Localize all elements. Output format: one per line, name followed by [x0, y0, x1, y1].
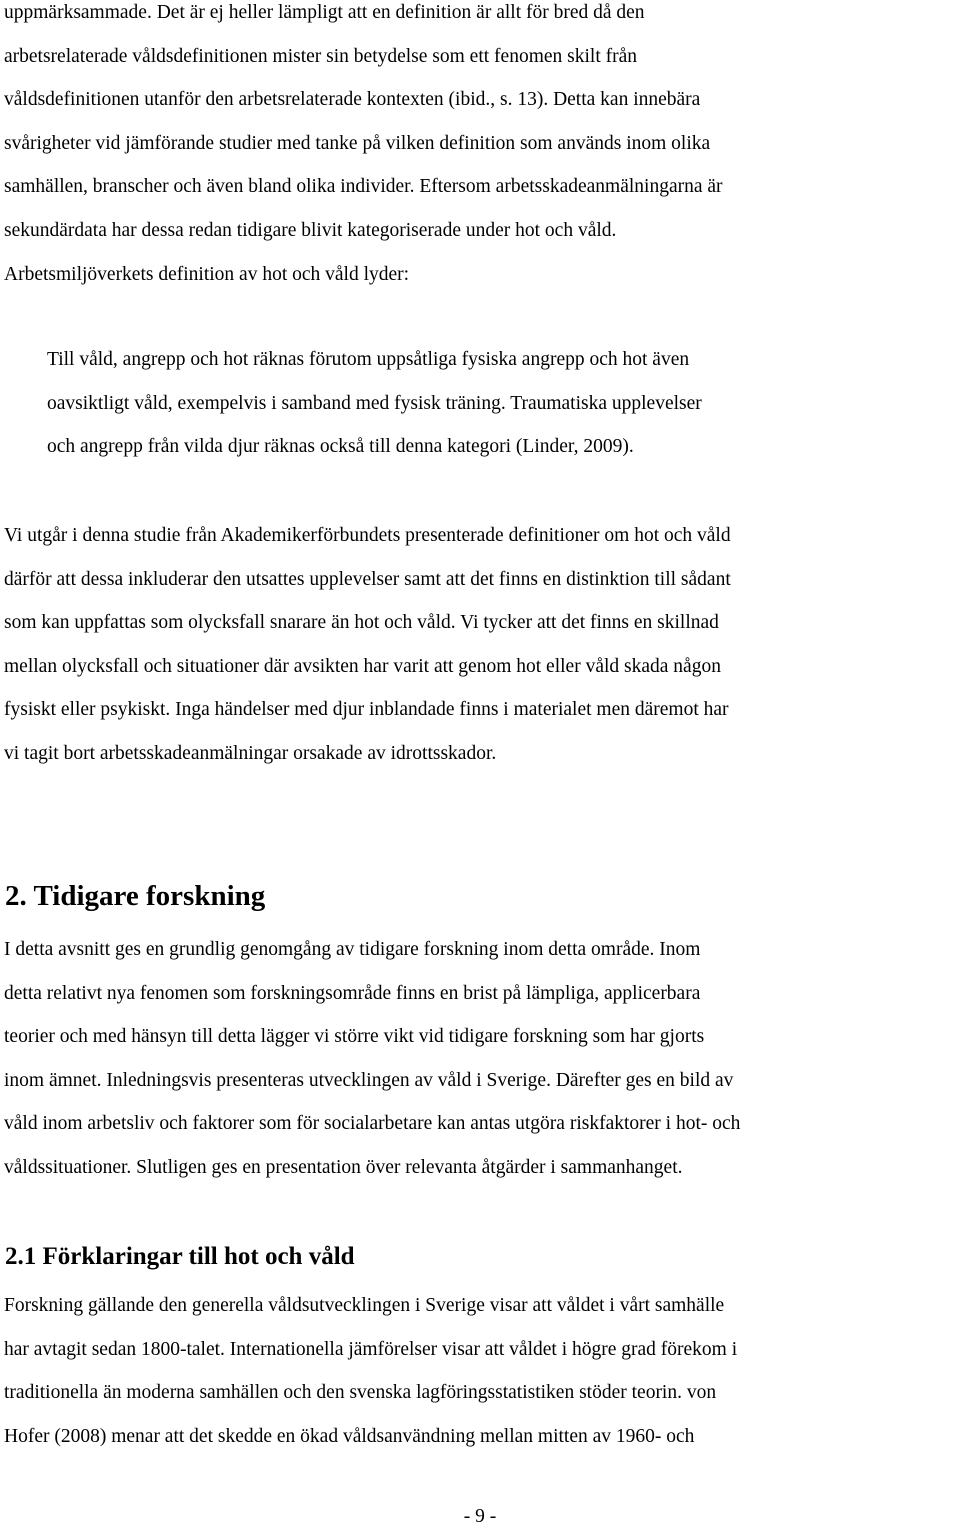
- quote-line: oavsiktligt våld, exempelvis i samband med fysisk träning. Traumatiska upplevelser: [47, 392, 702, 414]
- paragraph-study-definition: [4, 514, 731, 776]
- text-line: inom ämnet. Inledningsvis presenteras utvecklingen av våld i Sverige. Därefter ges en bild av: [4, 1069, 734, 1091]
- text-line: detta relativt nya fenomen som forskningsområde finns en brist på lämpliga, applicerbara: [4, 982, 701, 1004]
- text-line: I detta avsnitt ges en grundlig genomgång av tidigare forskning inom detta område. Inom: [4, 939, 701, 960]
- text-line: våld inom arbetsliv och faktorer som för socialarbetare kan antas utgöra riskfaktorer i hot- och: [4, 1113, 741, 1135]
- text-line: samhällen, branscher och även bland olika individer. Eftersom arbetsskadeanmälningarna är: [4, 176, 723, 198]
- page-number: - 9 -: [463, 1506, 497, 1527]
- block-quote: [47, 338, 702, 469]
- quote-line: Till våld, angrepp och hot räknas förutom uppsåtliga fysiska angrepp och hot även: [47, 349, 690, 370]
- text-line: arbetsrelaterade våldsdefinitionen mister sin betydelse som ett fenomen skilt från: [4, 45, 638, 67]
- text-line: vi tagit bort arbetsskadeanmälningar orsakade av idrottsskador.: [4, 742, 497, 764]
- text-line: mellan olycksfall och situationer där avsikten har varit att genom hot eller våld skada någon: [4, 655, 721, 677]
- text-line: Forskning gällande den generella våldsutvecklingen i Sverige visar att våldet i vårt samhälle: [4, 1295, 725, 1316]
- subsection-heading-explanations: 2.1 Förklaringar till hot och våld: [5, 1243, 355, 1270]
- text-line: traditionella än moderna samhällen och den svenska lagföringsstatistiken stöder teorin. von: [4, 1382, 717, 1404]
- section-heading-previous-research: 2. Tidigare forskning: [5, 880, 266, 912]
- text-line: våldssituationer. Slutligen ges en presentation över relevanta åtgärder i sammanhanget.: [4, 1156, 683, 1178]
- text-line: uppmärksammade. Det är ej heller lämpligt att en definition är allt för bred då den: [4, 2, 645, 23]
- paragraph-violence-development: [4, 1284, 737, 1458]
- paragraph-section-intro: [4, 928, 740, 1190]
- text-line: fysiskt eller psykiskt. Inga händelser med djur inblandade finns i materialet men däremot har: [4, 699, 729, 721]
- text-line: har avtagit sedan 1800-talet. Internationella jämförelser visar att våldet i högre grad förekom i: [4, 1338, 738, 1360]
- quote-line: och angrepp från vilda djur räknas också till denna kategori (Linder, 2009).: [47, 436, 634, 458]
- paragraph-violence-definition: [4, 0, 723, 296]
- text-line: våldsdefinitionen utanför den arbetsrelaterade kontexten (ibid., s. 13). Detta kan innebära: [4, 89, 701, 111]
- text-line: Arbetsmiljöverkets definition av hot och våld lyder:: [4, 263, 410, 285]
- text-line: Vi utgår i denna studie från Akademikerförbundets presenterade definitioner om hot och våld: [4, 525, 731, 546]
- text-line: teorier och med hänsyn till detta lägger vi större vikt vid tidigare forskning som har gjorts: [4, 1026, 705, 1048]
- text-line: Hofer (2008) menar att det skedde en ökad våldsanvändning mellan mitten av 1960- och: [4, 1425, 695, 1447]
- text-line: svårigheter vid jämförande studier med tanke på vilken definition som används inom olika: [4, 132, 711, 154]
- text-line: sekundärdata har dessa redan tidigare blivit kategoriserade under hot och våld.: [4, 219, 617, 241]
- text-line: som kan uppfattas som olycksfall snarare än hot och våld. Vi tycker att det finns en skillnad: [4, 612, 719, 634]
- text-line: därför att dessa inkluderar den utsattes upplevelser samt att det finns en distinktion till sådant: [4, 568, 731, 590]
